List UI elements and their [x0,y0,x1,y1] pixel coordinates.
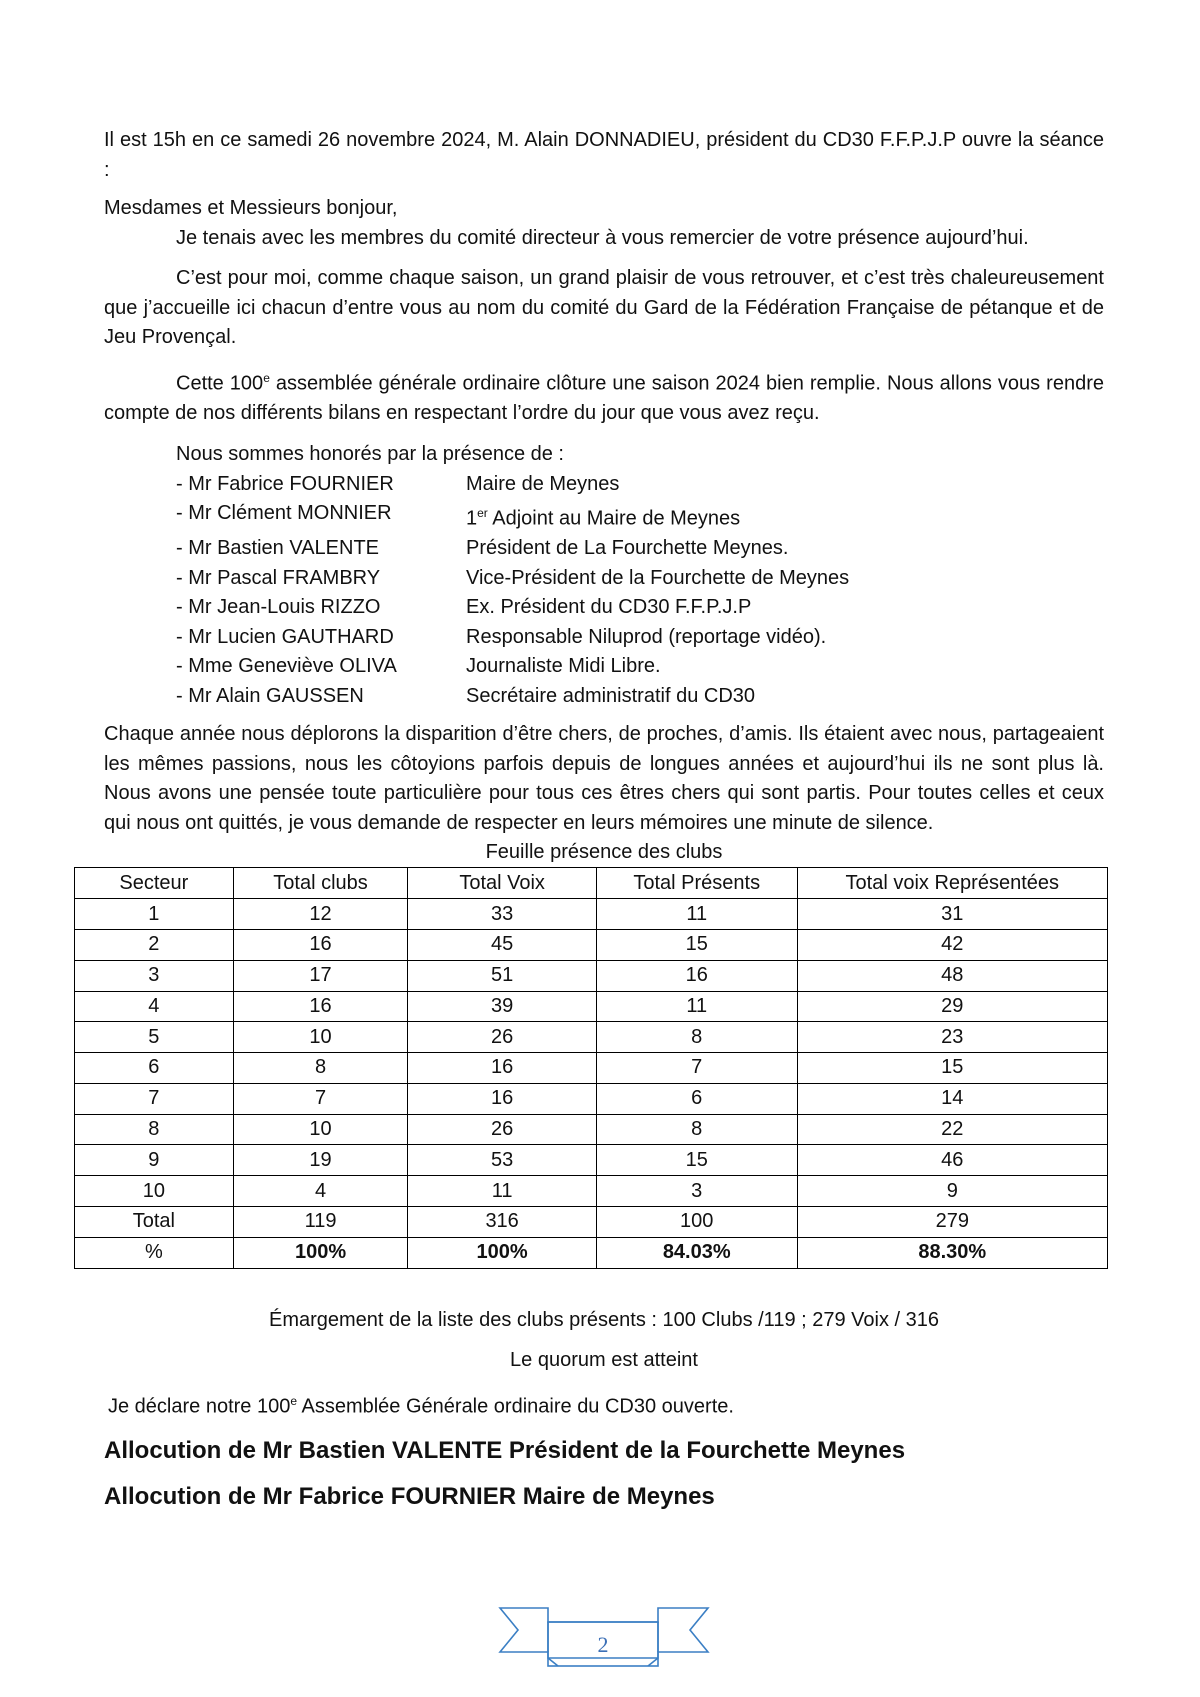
table-cell: 29 [797,991,1107,1022]
table-cell: 8 [75,1114,234,1145]
table-cell: 7 [233,1083,408,1114]
table-row [75,1022,1108,1053]
guest-role: Secrétaire administratif du CD30 [466,684,756,707]
welcome-paragraph: C’est pour moi, comme chaque saison, un grand plaisir de vous retrouver, et c’est très chaleureusement que j’accueille ici chacun d’entre vous au nom du comité du Gard de la Fédération Française de pétanque et de Jeu Provençal. [104,267,1104,348]
table-row [75,899,1108,930]
column-header: Total voix Représentées [797,868,1107,899]
superscript: e [263,370,270,385]
column-header: Total Voix [408,868,597,899]
guest-name: - Mr Jean-Louis RIZZO [176,596,381,619]
table-cell: 316 [408,1207,597,1238]
table-cell: 15 [797,1053,1107,1084]
guest-role: Journaliste Midi Libre. [466,655,661,678]
guest-name: - Mr Alain GAUSSEN [176,684,364,707]
table-cell: 88.30% [797,1237,1107,1268]
table-cell: 26 [408,1022,597,1053]
guest-role-text: Adjoint au Maire de Meynes [487,507,741,530]
guest-name: - Mr Clément MONNIER [176,502,392,525]
signature-line: Émargement de la liste des clubs présents : 100 Clubs /119 ; 279 Voix / 316 [268,1308,940,1331]
column-header: Total clubs [233,868,408,899]
table-cell: Total [75,1207,234,1238]
table-row [75,1176,1108,1207]
table-cell: 100% [233,1237,408,1268]
guest-list-intro: Nous sommes honorés par la présence de : [176,443,564,466]
table-row-percent [75,1237,1108,1268]
guest-name: - Mr Bastien VALENTE [176,537,380,560]
table-cell: 14 [797,1083,1107,1114]
table-cell: 17 [233,960,408,991]
thanks-paragraph: Je tenais avec les membres du comité directeur à vous remercier de votre présence aujourd’hui. [176,226,1029,249]
guest-name: - Mr Fabrice FOURNIER [176,472,394,495]
guest-row [176,564,1104,594]
table-cell: 100 [596,1207,797,1238]
table-cell: 16 [596,960,797,991]
table-cell: % [75,1237,234,1268]
table-row [75,1207,1108,1238]
guest-row [176,623,1104,653]
table-cell: 12 [233,899,408,930]
assembly-text-b: assemblée générale ordinaire clôture une saison 2024 bien remplie. Nous allons vous rendre compte de nos différents bilans en respectant l’ordre du jour que vous avez reçu. [104,372,1104,424]
table-cell: 5 [75,1022,234,1053]
table-cell: 119 [233,1207,408,1238]
table-cell: 7 [75,1083,234,1114]
table-caption: Feuille présence des clubs [485,841,723,864]
table-cell: 6 [596,1083,797,1114]
table-cell: 33 [408,899,597,930]
table-cell: 42 [797,929,1107,960]
guest-role [466,499,740,534]
guest-role: Vice-Président de la Fourchette de Meynes [466,566,850,589]
table-cell: 31 [797,899,1107,930]
table-cell: 15 [596,929,797,960]
table-cell: 11 [596,899,797,930]
guest-name: - Mr Pascal FRAMBRY [176,566,381,589]
superscript: e [290,1393,298,1408]
table-cell: 8 [596,1022,797,1053]
table-cell: 9 [797,1176,1107,1207]
presence-table [74,867,1108,1268]
table-cell: 53 [408,1145,597,1176]
table-header-row [75,868,1108,899]
guest-row [176,682,1104,712]
guest-row [176,499,1104,534]
table-cell: 7 [596,1053,797,1084]
table-cell: 16 [233,929,408,960]
page-number: 2 [597,1632,609,1657]
heading-allocution-valente: Allocution de Mr Bastien VALENTE Président de la Fourchette Meynes [104,1437,906,1465]
table-cell: 46 [797,1145,1107,1176]
table-row [75,1145,1108,1176]
table-cell: 10 [75,1176,234,1207]
table-cell: 16 [408,1083,597,1114]
table-row [75,1114,1108,1145]
superscript: er [477,506,488,521]
assembly-paragraph [104,364,1104,429]
table-cell: 16 [408,1053,597,1084]
guest-role: Président de La Fourchette Meynes. [466,537,789,560]
table-cell: 279 [797,1207,1107,1238]
declare-text-a: Je déclare notre 100 [108,1395,291,1418]
guest-role: Ex. Président du CD30 F.F.P.J.P [466,596,752,619]
heading-allocution-fournier: Allocution de Mr Fabrice FOURNIER Maire de Meynes [104,1483,715,1511]
guest-role: Responsable Niluprod (reportage vidéo). [466,625,827,648]
greeting: Mesdames et Messieurs bonjour, [104,197,398,219]
tribute-paragraph: Chaque année nous déplorons la disparition d’être chers, de proches, d’amis. Ils étaient avec nous, partageaient les mêmes passions, nous les côtoyions parfois depuis de longues années et aujourd’hui ils ne sont plus là. Nous avons une pensée toute particulière pour tous ces êtres chers qui sont partis. Pour toutes celles et ceux qui nous ont quittés, je vous demande de respecter en leurs mémoires une minute de silence. [104,723,1104,834]
table-row [75,960,1108,991]
page-number-ribbon [498,1606,710,1670]
table-cell: 11 [408,1176,597,1207]
column-header: Total Présents [596,868,797,899]
table-cell: 6 [75,1053,234,1084]
table-cell: 8 [596,1114,797,1145]
table-cell: 8 [233,1053,408,1084]
table-cell: 19 [233,1145,408,1176]
document-page [104,126,1104,1520]
table-cell: 10 [233,1022,408,1053]
table-cell: 100% [408,1237,597,1268]
table-cell: 84.03% [596,1237,797,1268]
table-cell: 10 [233,1114,408,1145]
table-row [75,991,1108,1022]
column-header: Secteur [75,868,234,899]
guest-name: - Mme Geneviève OLIVA [176,655,397,678]
table-row [75,1083,1108,1114]
table-cell: 9 [75,1145,234,1176]
table-cell: 4 [233,1176,408,1207]
guest-row [176,534,1104,564]
table-cell: 4 [75,991,234,1022]
quorum-line: Le quorum est atteint [510,1348,698,1371]
table-row [75,929,1108,960]
table-cell: 3 [75,960,234,991]
table-cell: 15 [596,1145,797,1176]
table-cell: 51 [408,960,597,991]
assembly-text-a: Cette 100 [176,372,264,395]
table-cell: 48 [797,960,1107,991]
table-cell: 2 [75,929,234,960]
table-cell: 3 [596,1176,797,1207]
declare-text-b: Assemblée Générale ordinaire du CD30 ouverte. [297,1395,734,1418]
table-cell: 11 [596,991,797,1022]
guest-name: - Mr Lucien GAUTHARD [176,625,394,648]
opening-declaration [104,1387,1104,1421]
table-cell: 16 [233,991,408,1022]
ribbon-icon [498,1606,710,1670]
guest-role-prefix: 1 [466,507,478,530]
opening-paragraph: Il est 15h en ce samedi 26 novembre 2024, M. Alain DONNADIEU, président du CD30 F.F.P.J.P ouvre la séance : [104,129,1104,181]
table-cell: 26 [408,1114,597,1145]
guest-row [176,470,1104,500]
table-cell: 23 [797,1022,1107,1053]
guest-list [104,440,1104,711]
table-cell: 39 [408,991,597,1022]
guest-role: Maire de Meynes [466,472,620,495]
table-cell: 22 [797,1114,1107,1145]
table-row [75,1053,1108,1084]
table-cell: 1 [75,899,234,930]
guest-row [176,593,1104,623]
table-cell: 45 [408,929,597,960]
guest-row [176,652,1104,682]
